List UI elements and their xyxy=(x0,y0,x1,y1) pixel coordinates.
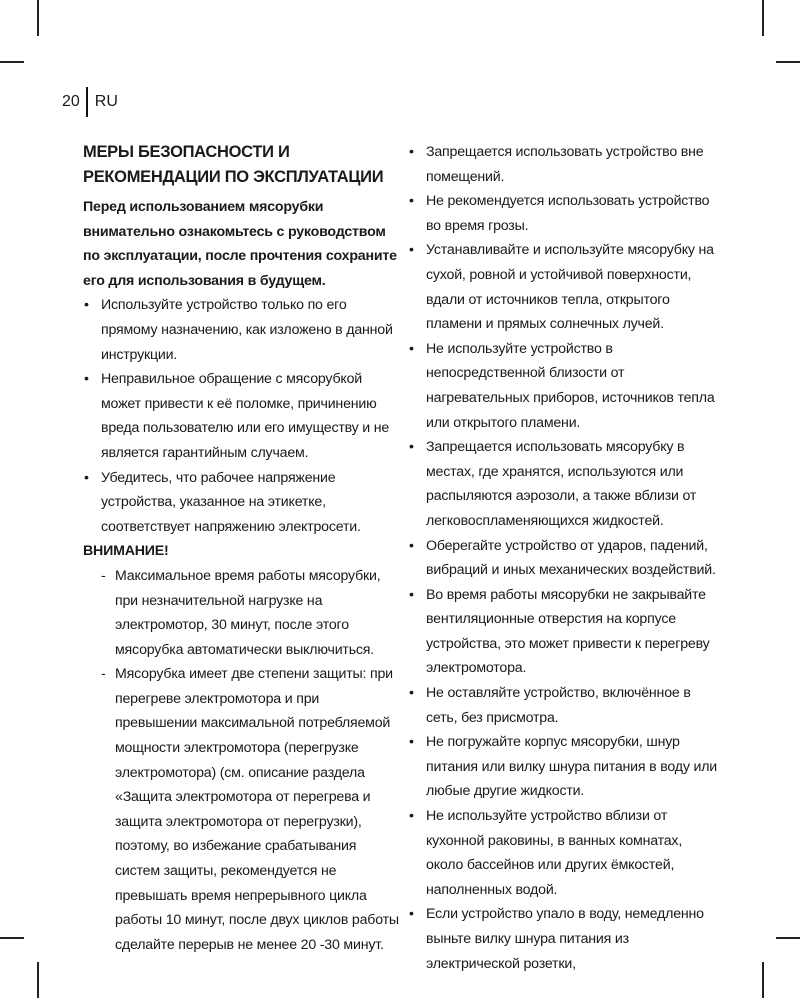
list-item xyxy=(83,293,403,367)
list-item xyxy=(408,730,720,804)
list-item-text: Убедитесь, что рабочее напряжение устройства, указанное на этикетке, соответствует напряжению электросети. xyxy=(101,469,361,535)
crop-mark-top-left xyxy=(37,0,39,36)
bullet-marker: • xyxy=(409,340,414,357)
list-item-text: Максимальное время работы мясорубки, при незначительной нагрузке на электромотор, 30 минут, после этого мясорубка автоматически выключиться. xyxy=(115,567,381,658)
list-item-text: Не используйте устройство в непосредственной близости от нагревательных приборов, источников тепла или открытого пламени. xyxy=(426,340,715,431)
list-item xyxy=(408,435,720,533)
list-item-text: Не используйте устройство вблизи от кухонной раковины, в ванных комнатах, около бассейнов или других ёмкостей, наполненных водой. xyxy=(426,808,683,898)
language-code: RU xyxy=(94,93,118,110)
bullet-marker: • xyxy=(409,734,414,751)
list-item xyxy=(408,583,720,681)
list-item-text: Устанавливайте и используйте мясорубку на сухой, ровной и устойчивой поверхности, вдали от источников тепла, открытого пламени и прямых солнечных лучей. xyxy=(426,242,714,333)
right-column xyxy=(408,140,720,976)
bullet-marker: • xyxy=(84,469,89,486)
dash-marker: - xyxy=(101,666,106,683)
list-item-text: Используйте устройство только по его прямому назначению, как изложено в данной инструкции. xyxy=(101,297,393,363)
crop-mark-bottom-left xyxy=(37,962,39,998)
crop-mark-right-bottom xyxy=(776,937,800,939)
list-item-text: Не рекомендуется использовать устройство во время грозы. xyxy=(426,193,710,234)
list-item xyxy=(83,367,403,465)
list-item xyxy=(408,534,720,583)
crop-mark-top-right xyxy=(762,0,764,36)
bullet-marker: • xyxy=(409,537,414,554)
crop-mark-right-top xyxy=(776,61,800,63)
list-item xyxy=(408,189,720,238)
left-column xyxy=(83,140,403,957)
bullet-marker: • xyxy=(409,144,414,160)
left-bullet-list xyxy=(83,293,403,539)
list-item xyxy=(99,662,403,957)
list-item-text: Запрещается использовать мясорубку в местах, где хранятся, используются или распыляются аэрозоли, а также вблизи от легковоспламеняющихся жидкостей. xyxy=(426,439,697,529)
bullet-marker: • xyxy=(409,242,414,259)
warning-label: ВНИМАНИЕ! xyxy=(83,543,169,560)
list-item-text: Если устройство упало в воду, немедленно выньте вилку шнура питания из электрической розетки, xyxy=(426,906,704,972)
list-item-text: Не оставляйте устройство, включённое в сеть, без присмотра. xyxy=(426,685,691,726)
list-item-text: Не погружайте корпус мясорубки, шнур питания или вилку шнура питания в воду или любые другие жидкости. xyxy=(426,734,718,800)
list-item xyxy=(408,902,720,976)
list-item-text: Оберегайте устройство от ударов, падений, вибраций и иных механических воздействий. xyxy=(426,537,716,579)
list-item xyxy=(83,466,403,540)
list-item-text: Мясорубка имеет две степени защиты: при перегреве электромотора и при превышении максимальной потребляемой мощности электромотора (перегрузке электромотора) (см. описание раздела «Защита электромотора от перегрева и защита электромотора от перегрузки), поэтому, во избежание срабатывания систем защиты, рекомендуется не превышать время непрерывного цикла работы 10 минут, после двух циклов работы сделайте перерыв не менее 20 -30 минут. xyxy=(115,666,399,953)
section-title: МЕРЫ БЕЗОПАСНОСТИ И РЕКОМЕНДАЦИИ ПО ЭКСПЛУАТАЦИИ xyxy=(83,143,384,186)
page-header xyxy=(62,88,118,116)
dash-marker: - xyxy=(101,567,106,584)
crop-mark-bottom-right xyxy=(762,962,764,998)
crop-mark-left-bottom xyxy=(0,937,24,939)
list-item xyxy=(99,564,403,662)
list-item-text: Запрещается использовать устройство вне помещений. xyxy=(426,144,704,185)
bullet-marker: • xyxy=(84,297,89,314)
bullet-marker: • xyxy=(409,193,414,210)
right-bullet-list xyxy=(408,140,720,976)
crop-mark-left-top xyxy=(0,61,24,63)
bullet-marker: • xyxy=(409,685,414,702)
list-item-text: Во время работы мясорубки не закрывайте вентиляционные отверстия на корпусе устройства, это может привести к перегреву электромотора. xyxy=(426,586,710,677)
list-item xyxy=(408,337,720,435)
list-item xyxy=(408,140,720,189)
bullet-marker: • xyxy=(409,439,414,456)
lead-paragraph: Перед использованием мясорубки внимательно ознакомьтесь с руководством по эксплуатации, после прочтения сохраните его для использования в будущем. xyxy=(83,199,397,289)
bullet-marker: • xyxy=(409,586,414,603)
warning-dash-list xyxy=(83,564,403,958)
list-item xyxy=(408,238,720,336)
list-item xyxy=(408,681,720,730)
bullet-marker: • xyxy=(84,371,89,388)
list-item-text: Неправильное обращение с мясорубкой может привести к её поломке, причинению вреда пользователю или его имуществу и не является гарантийным случаем. xyxy=(101,371,390,461)
page-number: 20 xyxy=(62,93,80,110)
list-item xyxy=(408,804,720,902)
bullet-marker: • xyxy=(409,906,414,923)
header-divider xyxy=(86,87,88,117)
bullet-marker: • xyxy=(409,808,414,825)
